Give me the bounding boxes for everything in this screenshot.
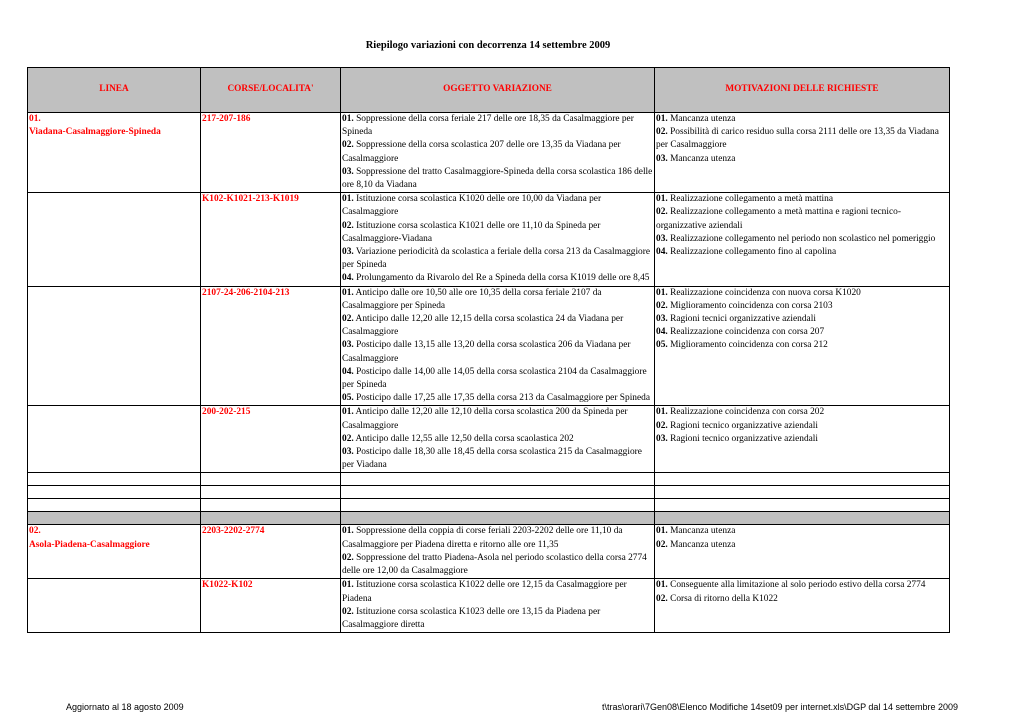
entry-number: 03. bbox=[656, 314, 668, 325]
entry-text: Realizzazione collegamento fino al capolina bbox=[667, 247, 837, 258]
entry-text: Realizzazione collegamento a metà mattina bbox=[667, 194, 834, 205]
entry-item bbox=[656, 339, 948, 352]
corse-cell: 200-202-215 bbox=[201, 406, 341, 473]
entry-number: 01. bbox=[342, 194, 354, 205]
entry-number: 01. bbox=[656, 580, 668, 591]
entry-item bbox=[342, 339, 653, 365]
entry-item bbox=[342, 313, 653, 339]
entry-item bbox=[656, 206, 948, 232]
entry-item bbox=[656, 113, 948, 126]
line-name: Asola-Piadena-Casalmaggiore bbox=[29, 539, 150, 550]
entry-text: Variazione periodicità da scolastica a feriale della corsa 213 da Casalmaggiore per Spineda bbox=[342, 247, 651, 271]
entry-text: Realizzazione coincidenza con corsa 202 bbox=[667, 407, 825, 418]
empty-row bbox=[28, 473, 950, 486]
empty-row bbox=[28, 486, 950, 499]
entry-item bbox=[342, 166, 653, 192]
entry-number: 02. bbox=[342, 552, 354, 563]
entry-item bbox=[656, 406, 948, 419]
entry-item bbox=[342, 366, 653, 392]
entry-number: 04. bbox=[342, 366, 354, 377]
entry-text: Possibilità di carico residuo sulla corsa 2111 delle ore 13,35 da Viadana per Casalmaggiore bbox=[656, 127, 939, 151]
table-row bbox=[28, 286, 950, 406]
entry-number: 02. bbox=[656, 420, 668, 431]
table-row bbox=[28, 525, 950, 579]
entry-text: Soppressione della corsa scolastica 207 delle ore 13,35 da Viadana per Casalmaggiore bbox=[342, 140, 621, 164]
entry-item bbox=[656, 300, 948, 313]
entry-item bbox=[342, 246, 653, 272]
entry-number: 03. bbox=[342, 166, 354, 177]
table-row bbox=[28, 113, 950, 193]
page-title: Riepilogo variazioni con decorrenza 14 settembre 2009 bbox=[365, 40, 611, 51]
entry-text: Anticipo dalle 12,20 alle 12,15 della corsa scolastica 24 da Viadana per Casalmaggiore bbox=[342, 314, 624, 338]
empty-row bbox=[28, 499, 950, 512]
line-number: 02. bbox=[29, 526, 41, 537]
entry-item bbox=[342, 287, 653, 313]
entry-text: Soppressione del tratto Piadena-Asola nel periodo scolastico della corsa 2774 delle ore 12,00 da Casalmaggiore bbox=[342, 552, 647, 577]
entry-item bbox=[656, 126, 948, 152]
entry-number: 05. bbox=[656, 340, 668, 351]
line-cell bbox=[28, 113, 201, 193]
entry-item bbox=[342, 446, 653, 472]
entry-number: 01. bbox=[342, 287, 354, 298]
entry-number: 01. bbox=[342, 114, 354, 124]
corse-cell: 217-207-186 bbox=[201, 113, 341, 193]
entry-text: Anticipo dalle ore 10,50 alle ore 10,35 della corsa feriale 2107 da Casalmaggiore per Spineda bbox=[342, 287, 602, 311]
footer-path: t\tras\orari\7Gen08\Elenco Modifiche 14set09 per internet.xls\DGP dal 14 settembre 2009 bbox=[601, 702, 958, 712]
entry-text: Istituzione corsa scolastica K1022 delle ore 12,15 da Casalmaggiore per Piadena bbox=[342, 580, 627, 604]
entry-item bbox=[342, 552, 653, 578]
header-corse: CORSE/LOCALITA' bbox=[201, 68, 341, 113]
entry-item bbox=[656, 579, 948, 592]
entry-number: 03. bbox=[342, 340, 354, 351]
entry-item bbox=[342, 139, 653, 165]
entry-item bbox=[342, 272, 653, 285]
entry-text: Anticipo dalle 12,20 alle 12,10 della corsa scolastica 200 da Spineda per Casalmaggiore bbox=[342, 407, 628, 431]
entry-number: 02. bbox=[656, 300, 668, 311]
entry-text: Conseguente alla limitazione al solo periodo estivo della corsa 2774 bbox=[667, 580, 926, 591]
entry-text: Posticipo dalle 18,30 alle 18,45 della corsa scolastica 215 da Casalmaggiore per Viadana bbox=[342, 447, 642, 471]
oggetto-cell bbox=[341, 525, 655, 579]
entry-item bbox=[656, 433, 948, 446]
entry-item bbox=[656, 287, 948, 300]
entry-number: 01. bbox=[342, 580, 354, 591]
line-cell bbox=[28, 193, 201, 286]
entry-number: 03. bbox=[656, 153, 668, 164]
entry-text: Realizzazione coincidenza con corsa 207 bbox=[667, 327, 825, 338]
entry-item bbox=[656, 193, 948, 206]
oggetto-cell bbox=[341, 193, 655, 286]
entry-text: Miglioramento coincidenza con corsa 2103 bbox=[667, 300, 833, 311]
line-cell bbox=[28, 406, 201, 473]
entry-number: 01. bbox=[656, 194, 668, 205]
entry-text: Realizzazione coincidenza con nuova corsa K1020 bbox=[667, 287, 861, 298]
motivazioni-cell bbox=[655, 193, 950, 286]
motivazioni-cell bbox=[655, 406, 950, 473]
entry-number: 01. bbox=[342, 407, 354, 418]
entry-number: 02. bbox=[656, 127, 668, 138]
line-cell bbox=[28, 579, 201, 633]
corse-cell: K1022-K102 bbox=[201, 579, 341, 633]
line-cell bbox=[28, 286, 201, 406]
entry-text: Istituzione corsa scolastica K1020 delle ore 10,00 da Viadana per Casalmaggiore bbox=[342, 194, 602, 218]
entry-number: 02. bbox=[342, 433, 354, 444]
oggetto-cell bbox=[341, 113, 655, 193]
table-row bbox=[28, 193, 950, 286]
entry-text: Posticipo dalle 17,25 alle 17,35 della corsa 213 da Casalmaggiore per Spineda bbox=[353, 393, 650, 404]
oggetto-cell bbox=[341, 286, 655, 406]
entry-text: Soppressione della coppia di corse feriali 2203-2202 delle ore 11,10 da Casalmaggiore per Piadena diretta e ritorno alle ore 11,35 bbox=[342, 526, 623, 550]
line-name: Viadana-Casalmaggiore-Spineda bbox=[29, 127, 161, 138]
entry-text: Realizzazione collegamento nel periodo non scolastico nel pomeriggio bbox=[667, 233, 936, 244]
corse-cell: 2203-2202-2774 bbox=[201, 525, 341, 579]
entry-text: Soppressione della corsa feriale 217 delle ore 18,35 da Casalmaggiore per Spineda bbox=[342, 114, 634, 138]
entry-number: 05. bbox=[342, 393, 354, 404]
entry-item bbox=[342, 525, 653, 551]
entry-text: Realizzazione collegamento a metà mattina e ragioni tecnico-organizzative aziendali bbox=[656, 207, 901, 231]
entry-number: 03. bbox=[342, 447, 354, 458]
entry-number: 02. bbox=[342, 140, 354, 151]
entry-text: Mancanza utenza bbox=[667, 114, 736, 124]
entry-text: Istituzione corsa scolastica K1021 delle ore 11,10 da Spineda per Casalmaggiore-Viadana bbox=[342, 220, 601, 244]
entry-item bbox=[656, 593, 948, 606]
entry-number: 01. bbox=[656, 407, 668, 418]
entry-number: 03. bbox=[656, 233, 668, 244]
corse-cell: K102-K1021-213-K1019 bbox=[201, 193, 341, 286]
separator-row bbox=[28, 512, 950, 525]
entry-item bbox=[656, 153, 948, 166]
entry-number: 02. bbox=[342, 606, 354, 617]
entry-text: Corsa di ritorno della K1022 bbox=[667, 593, 778, 604]
entry-text: Anticipo dalle 12,55 alle 12,50 della corsa scaolastica 202 bbox=[353, 433, 574, 444]
header-linea: LINEA bbox=[28, 68, 201, 113]
entry-item bbox=[656, 326, 948, 339]
entry-item bbox=[656, 525, 948, 538]
entry-number: 02. bbox=[342, 220, 354, 231]
entry-text: Soppressione del tratto Casalmaggiore-Spineda della corsa scolastica 186 delle ore 8,10 da Viadana bbox=[342, 166, 653, 191]
oggetto-cell bbox=[341, 406, 655, 473]
entry-item bbox=[342, 392, 653, 405]
entry-text: Posticipo dalle 14,00 alle 14,05 della corsa scolastica 2104 da Casalmaggiore per Spineda bbox=[342, 366, 647, 391]
entry-item bbox=[656, 539, 948, 552]
entry-item bbox=[342, 433, 653, 446]
header-motivazioni: MOTIVAZIONI DELLE RICHIESTE bbox=[655, 68, 950, 113]
motivazioni-cell bbox=[655, 525, 950, 579]
entry-item bbox=[342, 579, 653, 605]
entry-number: 03. bbox=[342, 247, 354, 258]
entry-item bbox=[656, 420, 948, 433]
entry-number: 04. bbox=[342, 273, 354, 284]
entry-text: Mancanza utenza bbox=[667, 539, 736, 550]
entry-number: 02. bbox=[656, 539, 668, 550]
entry-number: 02. bbox=[656, 593, 668, 604]
entry-text: Mancanza utenza bbox=[667, 526, 736, 537]
entry-number: 01. bbox=[342, 526, 354, 537]
entry-item bbox=[342, 406, 653, 432]
entry-number: 04. bbox=[656, 327, 668, 338]
entry-item bbox=[342, 606, 653, 632]
entry-text: Ragioni tecnici organizzative aziendali bbox=[667, 314, 816, 325]
entry-item bbox=[656, 313, 948, 326]
footer-updated: Aggiornato al 18 agosto 2009 bbox=[66, 702, 184, 712]
entry-item bbox=[342, 220, 653, 246]
entry-text: Posticipo dalle 13,15 alle 13,20 della corsa scolastica 206 da Viadana per Casalmaggiore bbox=[342, 340, 631, 364]
motivazioni-cell bbox=[655, 579, 950, 633]
motivazioni-cell bbox=[655, 113, 950, 193]
entry-text: Miglioramento coincidenza con corsa 212 bbox=[667, 340, 828, 351]
table-row bbox=[28, 406, 950, 473]
entry-number: 01. bbox=[656, 114, 668, 124]
entry-text: Mancanza utenza bbox=[667, 153, 736, 164]
entry-number: 03. bbox=[656, 433, 668, 444]
motivazioni-cell bbox=[655, 286, 950, 406]
entry-text: Ragioni tecnico organizzative aziendali bbox=[667, 433, 819, 444]
header-row bbox=[28, 68, 950, 113]
line-cell bbox=[28, 525, 201, 579]
oggetto-cell bbox=[341, 579, 655, 633]
entry-number: 04. bbox=[656, 247, 668, 258]
entry-text: Ragioni tecnico organizzative aziendali bbox=[667, 420, 819, 431]
entry-item bbox=[656, 233, 948, 246]
entry-item bbox=[342, 113, 653, 139]
corse-cell: 2107-24-206-2104-213 bbox=[201, 286, 341, 406]
table-row bbox=[28, 579, 950, 633]
entry-item bbox=[656, 246, 948, 259]
variations-table bbox=[27, 67, 950, 633]
entry-number: 02. bbox=[656, 207, 668, 218]
entry-number: 02. bbox=[342, 314, 354, 325]
entry-number: 01. bbox=[656, 526, 668, 537]
entry-text: Istituzione corsa scolastica K1023 delle ore 13,15 da Piadena per Casalmaggiore diretta bbox=[342, 606, 601, 630]
entry-number: 01. bbox=[656, 287, 668, 298]
entry-text: Prolungamento da Rivarolo del Re a Spineda della corsa K1019 delle ore 8,45 bbox=[353, 273, 650, 284]
line-number: 01. bbox=[29, 114, 41, 124]
header-oggetto: OGGETTO VARIAZIONE bbox=[341, 68, 655, 113]
entry-item bbox=[342, 193, 653, 219]
